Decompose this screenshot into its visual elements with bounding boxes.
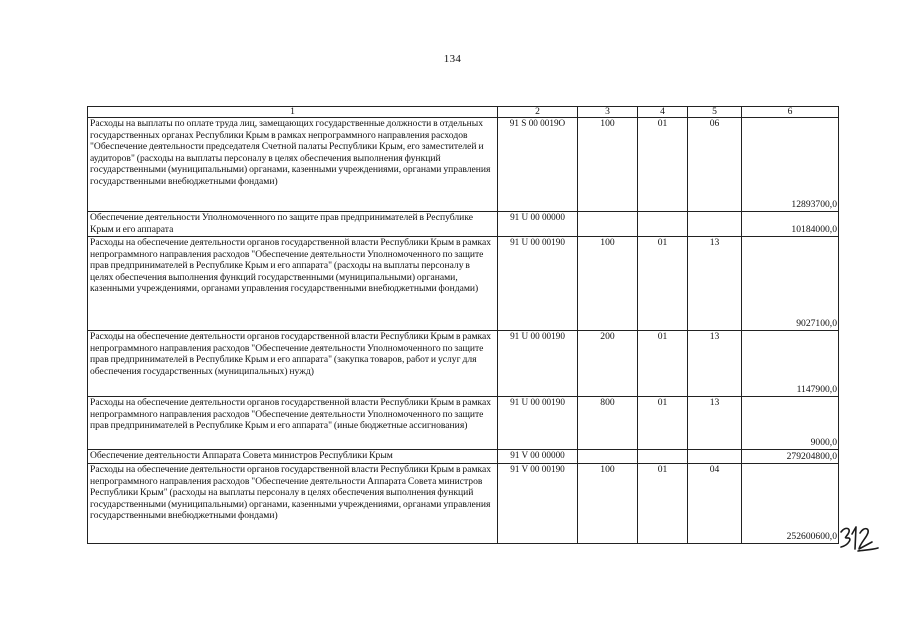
header-col-4: 4 [638,107,688,118]
row-section-cell [638,212,688,237]
header-col-3: 3 [578,107,638,118]
table-row [88,118,839,212]
table-row [88,464,839,544]
row-expense-type-cell: 200 [578,331,638,397]
row-name-cell: Расходы на обеспечение деятельности органов государственной власти Республики Крым в рамках непрограммного направления расходов "Обеспечение деятельности Уполномоченного по защите прав предпринимателей в Республике Крым и его аппарата" (иные бюджетные ассигнования) [88,397,498,450]
table-row [88,212,839,237]
row-subsection-cell: 04 [688,464,742,544]
budget-table [87,106,839,544]
row-code-cell: 91 V 00 00000 [498,450,578,464]
row-name-cell: Обеспечение деятельности Уполномоченного по защите прав предпринимателей в Республике Крым и его аппарата [88,212,498,237]
table-row [88,450,839,464]
row-section-cell: 01 [638,397,688,450]
row-name-cell: Расходы на обеспечение деятельности органов государственной власти Республики Крым в рамках непрограммного направления расходов "Обеспечение деятельности Уполномоченного по защите прав предпринимателей в Республике Крым и его аппарата" (закупка товаров, работ и услуг для обеспечения государственных (муниципальных) нужд) [88,331,498,397]
header-col-2: 2 [498,107,578,118]
header-col-6: 6 [742,107,839,118]
row-expense-type-cell: 100 [578,464,638,544]
row-code-cell: 91 U 00 00190 [498,331,578,397]
row-code-cell: 91 U 00 00000 [498,212,578,237]
handwritten-page-mark [838,523,880,553]
row-code-cell: 91 V 00 00190 [498,464,578,544]
row-sum-cell: 10184000,0 [742,212,839,237]
header-col-1: 1 [88,107,498,118]
row-subsection-cell: 13 [688,397,742,450]
row-expense-type-cell: 100 [578,118,638,212]
row-subsection-cell: 13 [688,237,742,331]
row-sum-cell: 252600600,0 [742,464,839,544]
table-row [88,397,839,450]
row-code-cell: 91 S 00 0019O [498,118,578,212]
table-header-row [88,107,839,118]
row-section-cell: 01 [638,331,688,397]
row-name-cell: Расходы на обеспечение деятельности органов государственной власти Республики Крым в рамках непрограммного направления расходов "Обеспечение деятельности Аппарата Совета министров Республики Крым" (расходы на выплаты персоналу в целях обеспечения выполнения функций государственными (муниципальными) органами, казенными учреждениями, органами управления государственными внебюджетными фондами) [88,464,498,544]
row-section-cell: 01 [638,464,688,544]
row-expense-type-cell: 100 [578,237,638,331]
row-sum-cell: 9000,0 [742,397,839,450]
row-subsection-cell [688,212,742,237]
table-row [88,237,839,331]
row-sum-cell: 1147900,0 [742,331,839,397]
row-name-cell: Обеспечение деятельности Аппарата Совета министров Республики Крым [88,450,498,464]
table-row [88,331,839,397]
row-name-cell: Расходы на обеспечение деятельности органов государственной власти Республики Крым в рамках непрограммного направления расходов "Обеспечение деятельности Уполномоченного по защите прав предпринимателей в Республике Крым и его аппарата" (расходы на выплаты персоналу в целях обеспечения выполнения функций государственными (муниципальными) органами, казенными учреждениями, органами управления государственными внебюджетными фондами) [88,237,498,331]
row-section-cell [638,450,688,464]
row-code-cell: 91 U 00 00190 [498,397,578,450]
row-subsection-cell: 06 [688,118,742,212]
row-name-cell: Расходы на выплаты по оплате труда лиц, замещающих государственные должности в отдельных государственных органах Республики Крым в рамках непрограммного направления расходов "Обеспечение деятельности председателя Счетной палаты Республики Крым, его заместителей и аудиторов" (расходы на выплаты персоналу в целях обеспечения выполнения функций государственными (муниципальными) органами, казенными учреждениями, органами управления государственными внебюджетными фондами) [88,118,498,212]
row-expense-type-cell: 800 [578,397,638,450]
row-section-cell: 01 [638,237,688,331]
row-sum-cell: 9027100,0 [742,237,839,331]
row-sum-cell: 12893700,0 [742,118,839,212]
row-expense-type-cell [578,212,638,237]
row-subsection-cell: 13 [688,331,742,397]
row-expense-type-cell [578,450,638,464]
header-col-5: 5 [688,107,742,118]
row-section-cell: 01 [638,118,688,212]
page-number: 134 [443,53,462,65]
row-code-cell: 91 U 00 00190 [498,237,578,331]
row-subsection-cell [688,450,742,464]
row-sum-cell: 279204800,0 [742,450,839,464]
